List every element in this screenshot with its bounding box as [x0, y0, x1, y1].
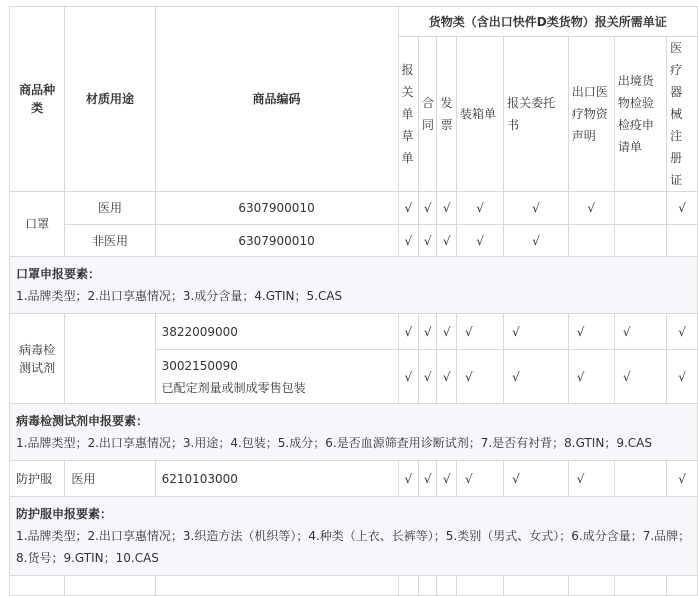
empty-cell — [614, 576, 666, 596]
use-cell: 非医用 — [65, 225, 155, 257]
mask-summary-row — [10, 257, 698, 314]
check-mark: √ — [419, 350, 437, 404]
check-mark: √ — [667, 314, 698, 350]
check-mark: √ — [568, 461, 614, 497]
check-mark: √ — [437, 461, 456, 497]
check-mark: √ — [437, 350, 456, 404]
empty-cell — [419, 576, 437, 596]
check-mark: √ — [419, 461, 437, 497]
check-mark: √ — [456, 225, 503, 257]
code-cell: 6307900010 — [155, 225, 398, 257]
check-mark: √ — [456, 192, 503, 225]
doc-header-6: 出境货物检验检疫申请单 — [614, 37, 666, 192]
summary-title: 口罩申报要素： — [16, 267, 101, 281]
table-row — [10, 192, 698, 225]
col-category-label: 商品种类 — [19, 83, 56, 115]
check-mark: √ — [437, 314, 456, 350]
empty-cell — [568, 225, 614, 257]
empty-cell — [667, 225, 698, 257]
check-mark: √ — [614, 350, 666, 404]
virus-summary-row — [10, 404, 698, 461]
col-code-label: 商品编码 — [252, 92, 301, 106]
check-mark: √ — [419, 192, 437, 225]
customs-documents-table — [9, 6, 698, 596]
check-mark: √ — [398, 192, 419, 225]
check-mark: √ — [456, 461, 503, 497]
check-mark: √ — [437, 192, 456, 225]
check-mark: √ — [398, 461, 419, 497]
summary-text: 1.品牌类型；2.出口享惠情况；3.织造方法（机织等）；4.种类（上衣、长裤等）；5.类别（男式、女式）；6.成分含量；7.品牌；8.货号；9.GTIN；10.CAS — [16, 529, 691, 565]
doc-header-3: 装箱单 — [456, 37, 503, 192]
summary-text: 1.品牌类型；2.出口享惠情况；3.成分含量；4.GTIN；5.CAS — [16, 289, 343, 303]
check-mark: √ — [667, 192, 698, 225]
doc-group-header — [398, 7, 697, 37]
check-mark: √ — [456, 350, 503, 404]
empty-cell — [398, 576, 419, 596]
check-mark: √ — [667, 350, 698, 404]
check-mark: √ — [398, 225, 419, 257]
code-cell: 6307900010 — [155, 192, 398, 225]
doc-header-1: 合同 — [419, 37, 437, 192]
table-row — [10, 225, 698, 257]
mask-summary — [10, 257, 698, 314]
table-row — [10, 461, 698, 497]
table-row — [10, 314, 698, 350]
use-cell: 医用 — [65, 192, 155, 225]
doc-header-5: 出口医疗物资声明 — [568, 37, 614, 192]
category-cell: 病毒检测试剂 — [10, 314, 65, 404]
check-mark: √ — [398, 350, 419, 404]
check-mark: √ — [614, 314, 666, 350]
check-mark: √ — [437, 225, 456, 257]
doc-header-2: 发票 — [437, 37, 456, 192]
suit-summary — [10, 497, 698, 576]
summary-title: 病毒检测试剂申报要素： — [16, 414, 149, 428]
check-mark: √ — [398, 314, 419, 350]
check-mark: √ — [504, 192, 569, 225]
doc-header-4: 报关委托书 — [504, 37, 569, 192]
virus-summary — [10, 404, 698, 461]
check-mark: √ — [504, 225, 569, 257]
check-mark: √ — [568, 192, 614, 225]
doc-group-title: 货物类（含出口快件D类货物）报关所需单证 — [428, 14, 667, 29]
empty-cell — [10, 576, 65, 596]
code-note: 已配定剂量或制成零售包装 — [161, 380, 306, 395]
empty-cell — [437, 576, 456, 596]
empty-cell — [456, 576, 503, 596]
summary-title: 防护服申报要素： — [16, 507, 113, 521]
summary-text: 1.品牌类型；2.出口享惠情况；3.用途；4.包装；5.成分；6.是否血源筛查用诊断试剂；7.是否有衬背；8.GTIN；9.CAS — [16, 436, 652, 450]
check-mark: √ — [419, 225, 437, 257]
col-category-header — [10, 7, 65, 192]
empty-cell — [65, 576, 155, 596]
code-value: 3002150090 — [161, 358, 238, 373]
code-cell — [155, 350, 398, 404]
suit-summary-row — [10, 497, 698, 576]
col-code-header — [155, 7, 398, 192]
empty-cell — [614, 192, 666, 225]
empty-cell — [568, 576, 614, 596]
table-row-partial — [10, 576, 698, 596]
check-mark: √ — [504, 314, 569, 350]
use-cell: 医用 — [65, 461, 155, 497]
category-cell: 防护服 — [10, 461, 65, 497]
check-mark: √ — [504, 461, 569, 497]
empty-cell — [667, 576, 698, 596]
check-mark: √ — [456, 314, 503, 350]
header-row-1 — [10, 7, 698, 37]
empty-cell — [155, 576, 398, 596]
use-cell — [65, 314, 155, 404]
col-material-label: 材质用途 — [85, 92, 134, 106]
check-mark: √ — [568, 350, 614, 404]
empty-cell — [504, 576, 569, 596]
check-mark: √ — [568, 314, 614, 350]
empty-cell — [614, 461, 666, 497]
doc-header-7: 医疗器械注册证 — [667, 37, 698, 192]
check-mark: √ — [667, 461, 698, 497]
code-cell: 6210103000 — [155, 461, 398, 497]
col-material-header — [65, 7, 155, 192]
doc-header-0: 报关单草单 — [398, 37, 419, 192]
category-cell: 口罩 — [10, 192, 65, 257]
code-cell: 3822009000 — [155, 314, 398, 350]
empty-cell — [614, 225, 666, 257]
check-mark: √ — [504, 350, 569, 404]
check-mark: √ — [419, 314, 437, 350]
